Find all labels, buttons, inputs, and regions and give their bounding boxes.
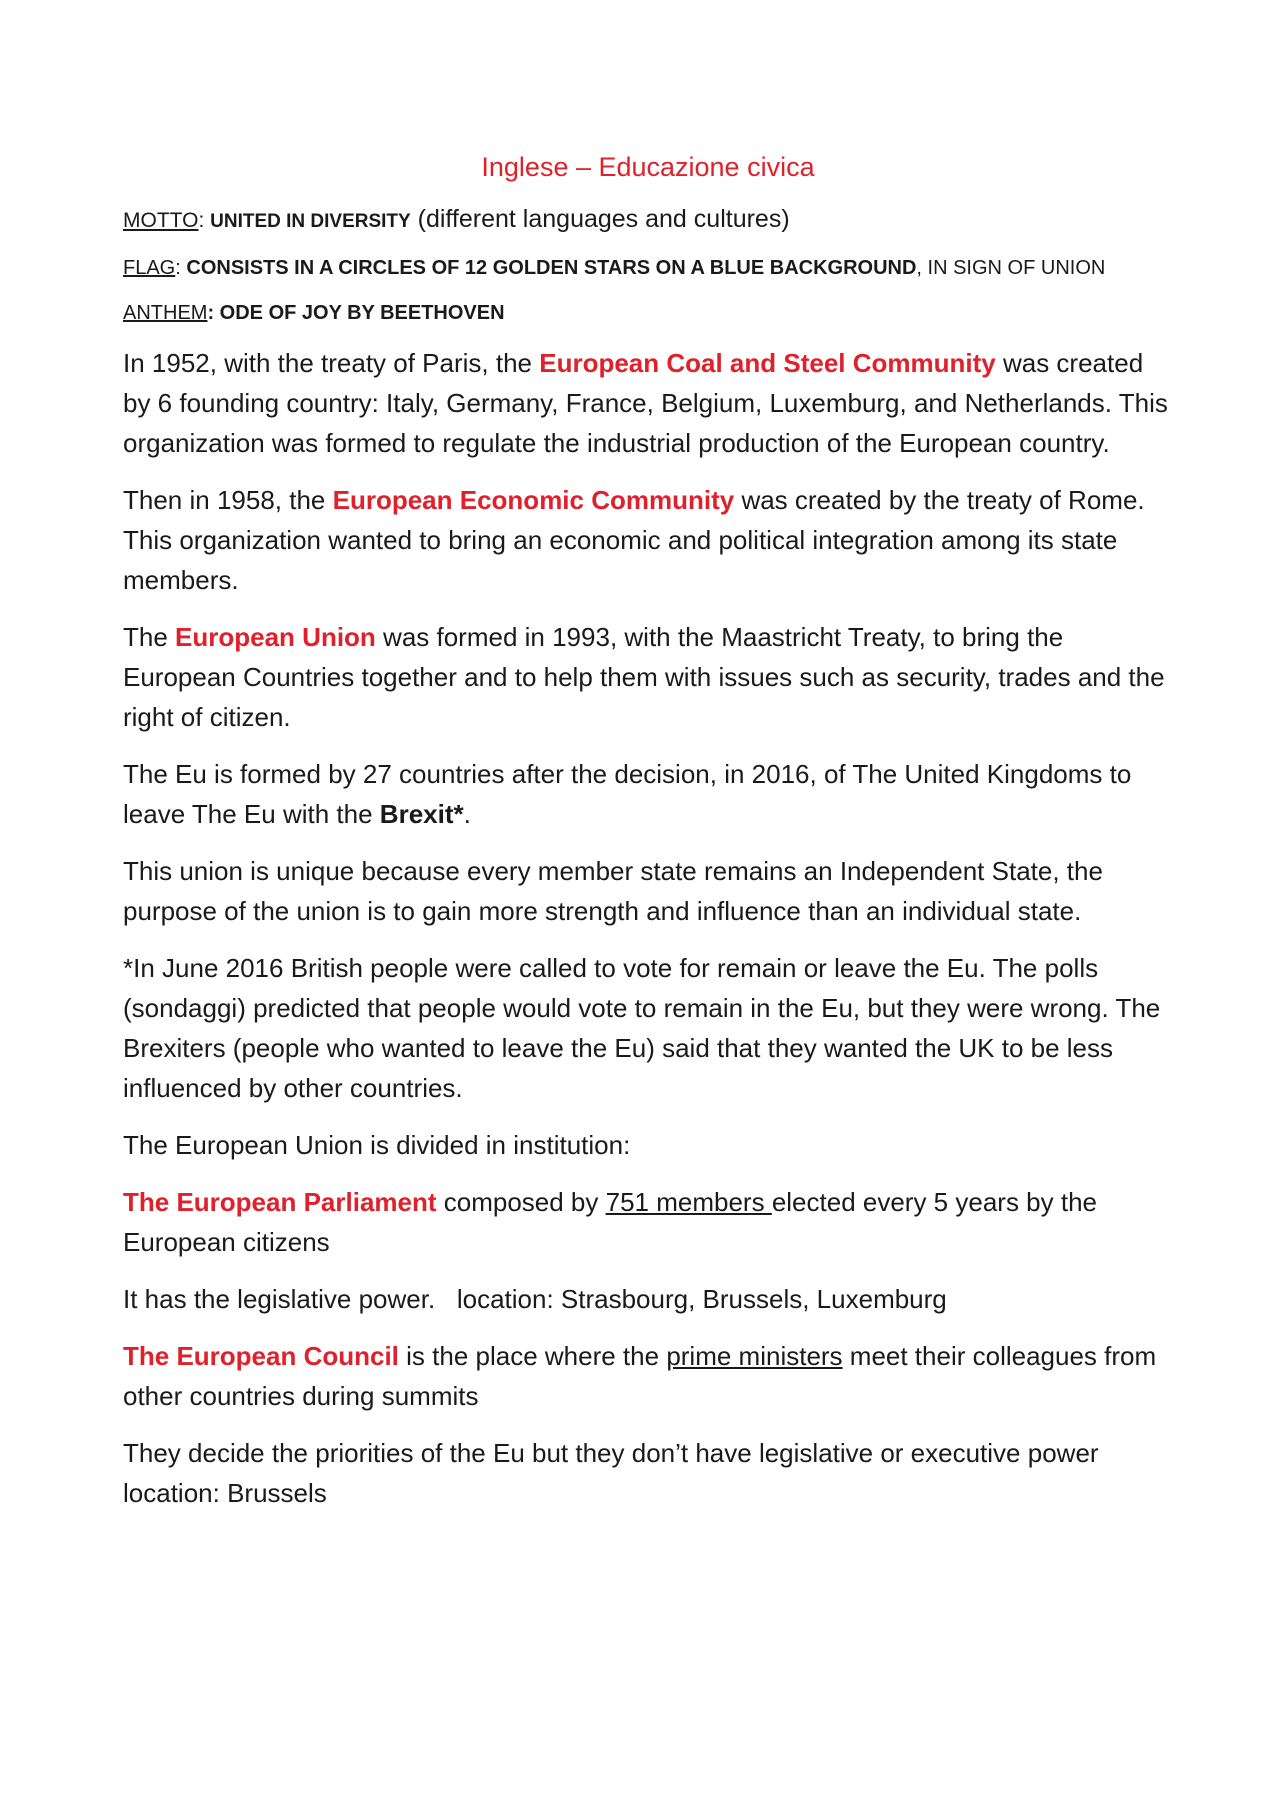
anthem-value: : ODE OF JOY BY BEETHOVEN — [207, 301, 505, 324]
paragraph-parliament-power: It has the legislative power. location: Strasbourg, Brussels, Luxemburg — [123, 1283, 947, 1314]
flag-note: , IN SIGN OF UNION — [916, 256, 1106, 279]
flag-line — [123, 253, 1173, 284]
p1-highlight: European Coal and Steel Community — [539, 347, 996, 378]
paragraph-parliament — [123, 1182, 1173, 1262]
document-page — [123, 150, 1173, 1530]
paragraph-unique-union: This union is unique because every member state remains an Independent State, the purpose of the union is to gain more strength and influence than an individual state. — [123, 855, 1103, 926]
motto-note: (different languages and cultures) — [410, 205, 790, 234]
p10-highlight: The European Council — [123, 1340, 399, 1371]
p3-text-b: was formed in 1993, with the Maastricht Treaty, to bring the European Countries together and to help them with issues such as security, trades and the right of citizen. — [123, 621, 1165, 732]
flag-sep: : — [175, 256, 187, 279]
p10-text-b: meet their colleagues from other countries during summits — [123, 1340, 1157, 1411]
p10-underline: prime ministers — [666, 1340, 843, 1371]
p4-text-b: . — [463, 798, 471, 829]
p2-highlight: European Economic Community — [332, 484, 735, 515]
paragraph-eu — [123, 617, 1173, 737]
p3-text-a: The — [123, 621, 176, 652]
paragraph-eec — [123, 480, 1173, 600]
motto-line — [123, 200, 1173, 239]
paragraph-brexit-note: *In June 2016 British people were called to vote for remain or leave the Eu. The polls (sondaggi) predicted that people would vote to remain in the Eu, but they were wrong. The Brexiters (people who wanted to leave the Eu) said that they wanted the UK to be less influenced by other countries. — [123, 952, 1161, 1103]
paragraph-council-power: They decide the priorities of the Eu but they don’t have legislative or executive power location: Brussels — [123, 1437, 1128, 1508]
flag-label: FLAG — [123, 256, 176, 279]
anthem-label: ANTHEM — [123, 301, 208, 324]
p8-highlight: The European Parliament — [123, 1186, 437, 1217]
motto-label: MOTTO — [123, 209, 199, 233]
paragraph-institutions: The European Union is divided in institution: — [123, 1129, 631, 1160]
p8-text-b: elected every 5 years by the European citizens — [123, 1186, 1097, 1257]
paragraph-ecsc — [123, 343, 1173, 463]
p8-underline: 751 members — [605, 1186, 772, 1217]
motto-value: UNITED IN DIVERSITY — [210, 211, 411, 233]
document-title: Inglese – Educazione civica — [481, 152, 815, 182]
motto-sep: : — [198, 209, 211, 233]
p10-text-a: is the place where the — [398, 1340, 667, 1371]
p8-text-a: composed by — [436, 1186, 606, 1217]
paragraph-brexit — [123, 754, 1173, 834]
p4-bold: Brexit* — [379, 798, 464, 829]
p4-text-a: The Eu is formed by 27 countries after the decision, in 2016, of The United Kingdoms to leave The Eu with the — [123, 758, 1132, 829]
p1-text-a: In 1952, with the treaty of Paris, the — [123, 347, 540, 378]
p2-text-a: Then in 1958, the — [123, 484, 333, 515]
paragraph-council — [123, 1336, 1173, 1416]
p2-text-b: was created by the treaty of Rome. This organization wanted to bring an economic and political integration among its state members. — [123, 484, 1145, 595]
p3-highlight: European Union — [175, 621, 376, 652]
flag-value: CONSISTS IN A CIRCLES OF 12 GOLDEN STARS ON A BLUE BACKGROUND — [186, 256, 917, 279]
p1-text-b: was created by 6 founding country: Italy, Germany, France, Belgium, Luxemburg, and Netherlands. This organization was formed to regulate the industrial production of the European country. — [123, 347, 1168, 458]
anthem-line — [123, 298, 1173, 329]
